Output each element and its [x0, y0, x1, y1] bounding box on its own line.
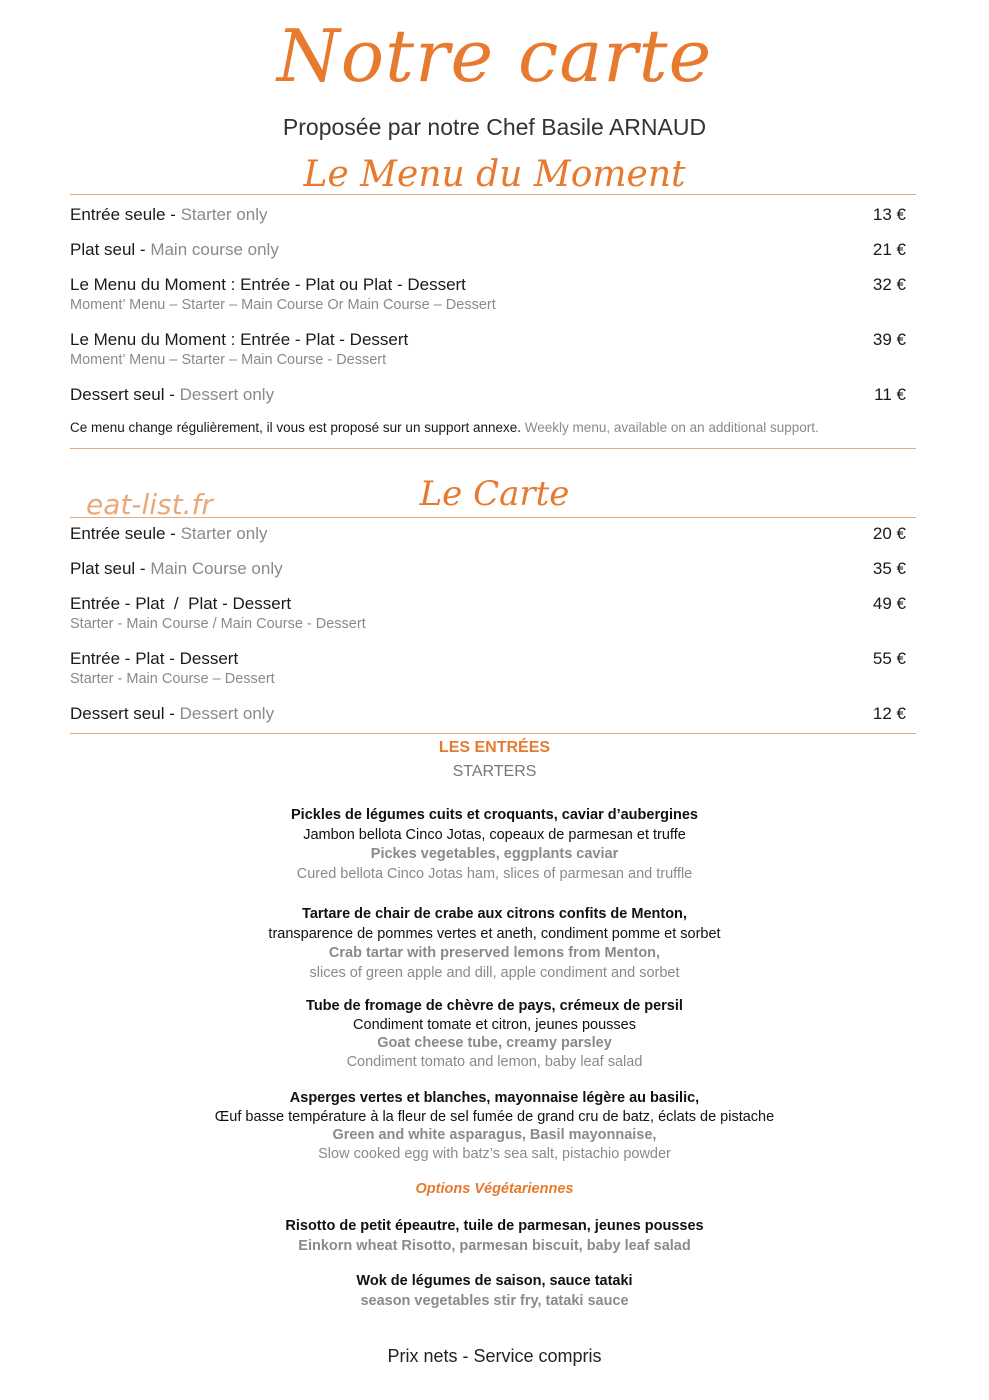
carte-title: Le Carte [419, 474, 570, 514]
dish-desc-english: slices of green apple and dill, apple condiment and sorbet [309, 964, 680, 981]
dish-desc-english: Slow cooked egg with batz’s sea salt, pistachio powder [318, 1145, 671, 1162]
item-separator: - [135, 559, 151, 578]
item-separator: - [164, 704, 180, 723]
dish-name-english: Crab tartar with preserved lemons from Menton, [328, 945, 661, 961]
menu-note [70, 420, 819, 435]
item-separator: - [165, 205, 181, 224]
item-english: Starter - Main Course – Dessert [70, 671, 275, 687]
starters-heading: LES ENTRÉES [438, 739, 551, 756]
dish-desc-french: Œuf basse température à la fleur de sel fumée de grand cru de batz, éclats de pistache [214, 1108, 775, 1125]
menu-row [70, 205, 906, 225]
vegetarian-heading: Options Végétariennes [415, 1181, 574, 1197]
dish-desc-french: transparence de pommes vertes et aneth, condiment pomme et sorbet [268, 925, 721, 942]
item-english: Moment’ Menu – Starter – Main Course Or Main Course – Dessert [70, 297, 496, 313]
dish-item [0, 997, 989, 1071]
item-english: Starter only [180, 205, 268, 224]
dish-item [0, 806, 989, 884]
menu-row [70, 385, 906, 405]
dish-item [0, 1089, 989, 1163]
item-name: Le Menu du Moment : Entrée - Plat - Dessert [70, 330, 409, 349]
item-english: Main Course only [150, 559, 283, 578]
menu-row [70, 594, 906, 632]
dish-name-english: season vegetables stir fry, tataki sauce [360, 1292, 629, 1309]
item-name: Plat seul [70, 559, 136, 578]
item-english: Dessert only [179, 385, 275, 404]
dish-name-english: Einkorn wheat Risotto, parmesan biscuit, baby leaf salad [298, 1237, 691, 1254]
item-english: Dessert only [179, 704, 275, 723]
dish-name-french: Wok de légumes de saison, sauce tataki [356, 1273, 633, 1289]
item-name: Entrée seule [70, 205, 166, 224]
menu-row [70, 330, 906, 368]
dish-item [0, 1272, 989, 1311]
item-name: Le Menu du Moment : Entrée - Plat ou Plat - Dessert [70, 275, 466, 294]
item-separator: - [164, 385, 180, 404]
dish-desc-english: Condiment tomato and lemon, baby leaf salad [346, 1053, 643, 1070]
item-name: Dessert seul [70, 704, 165, 723]
item-price: 12 € [872, 704, 906, 723]
menu-moment-title: Le Menu du Moment [303, 154, 686, 195]
dish-name-french: Pickles de légumes cuits et croquants, caviar d’aubergines [291, 807, 698, 823]
dish-desc-english: Cured bellota Cinco Jotas ham, slices of parmesan and truffle [296, 865, 693, 882]
dish-desc-french: Condiment tomate et citron, jeunes pousses [353, 1016, 636, 1033]
dish-item [0, 1217, 989, 1256]
dish-name-english: Goat cheese tube, creamy parsley [377, 1035, 612, 1051]
menu-row [70, 240, 906, 260]
item-price: 13 € [872, 205, 906, 224]
item-name: Entrée - Plat / Plat - Dessert [70, 594, 292, 613]
dish-name-french: Tartare de chair de crabe aux citrons confits de Menton, [302, 906, 687, 922]
menu-row [70, 559, 906, 579]
item-price: 55 € [872, 649, 906, 668]
menu-row [70, 275, 906, 313]
menu-row [70, 704, 906, 724]
menu-row [70, 524, 906, 544]
dish-name-french: Risotto de petit épeautre, tuile de parmesan, jeunes pousses [285, 1218, 704, 1234]
item-price: 49 € [872, 594, 906, 613]
dish-name-french: Asperges vertes et blanches, mayonnaise légère au basilic, [289, 1090, 700, 1106]
item-separator: - [165, 524, 181, 543]
dish-item [0, 905, 989, 983]
divider [70, 733, 916, 734]
divider [70, 448, 916, 449]
item-english: Moment’ Menu – Starter – Main Course - Dessert [70, 352, 387, 368]
item-price: 35 € [872, 559, 906, 578]
starters-subheading: STARTERS [452, 763, 537, 780]
watermark-logo: eat-list.fr [86, 488, 213, 521]
page-title: Notre carte [276, 14, 713, 98]
dish-name-french: Tube de fromage de chèvre de pays, crémeux de persil [306, 998, 683, 1014]
item-english: Main course only [150, 240, 279, 259]
item-price: 20 € [872, 524, 906, 543]
item-price: 32 € [872, 275, 906, 294]
dish-name-english: Pickes vegetables, eggplants caviar [370, 846, 619, 862]
item-name: Plat seul [70, 240, 136, 259]
divider [70, 517, 916, 518]
item-english: Starter - Main Course / Main Course - Dessert [70, 616, 366, 632]
item-name: Entrée seule [70, 524, 166, 543]
item-separator: - [135, 240, 151, 259]
menu-row [70, 649, 906, 687]
item-english: Starter only [180, 524, 268, 543]
item-price: 21 € [872, 240, 906, 259]
note-french: Ce menu change régulièrement, il vous est proposé sur un support annexe. [70, 420, 522, 435]
item-price: 39 € [872, 330, 906, 349]
item-name: Entrée - Plat - Dessert [70, 649, 239, 668]
divider [70, 194, 916, 195]
dish-desc-french: Jambon bellota Cinco Jotas, copeaux de parmesan et truffe [303, 826, 686, 843]
item-price: 11 € [874, 385, 906, 404]
item-name: Dessert seul [70, 385, 165, 404]
chef-subtitle: Proposée par notre Chef Basile ARNAUD [282, 114, 707, 140]
note-english: Weekly menu, available on an additional support. [524, 420, 819, 435]
footer-note: Prix nets - Service compris [387, 1346, 602, 1366]
dish-name-english: Green and white asparagus, Basil mayonnaise, [332, 1127, 657, 1143]
